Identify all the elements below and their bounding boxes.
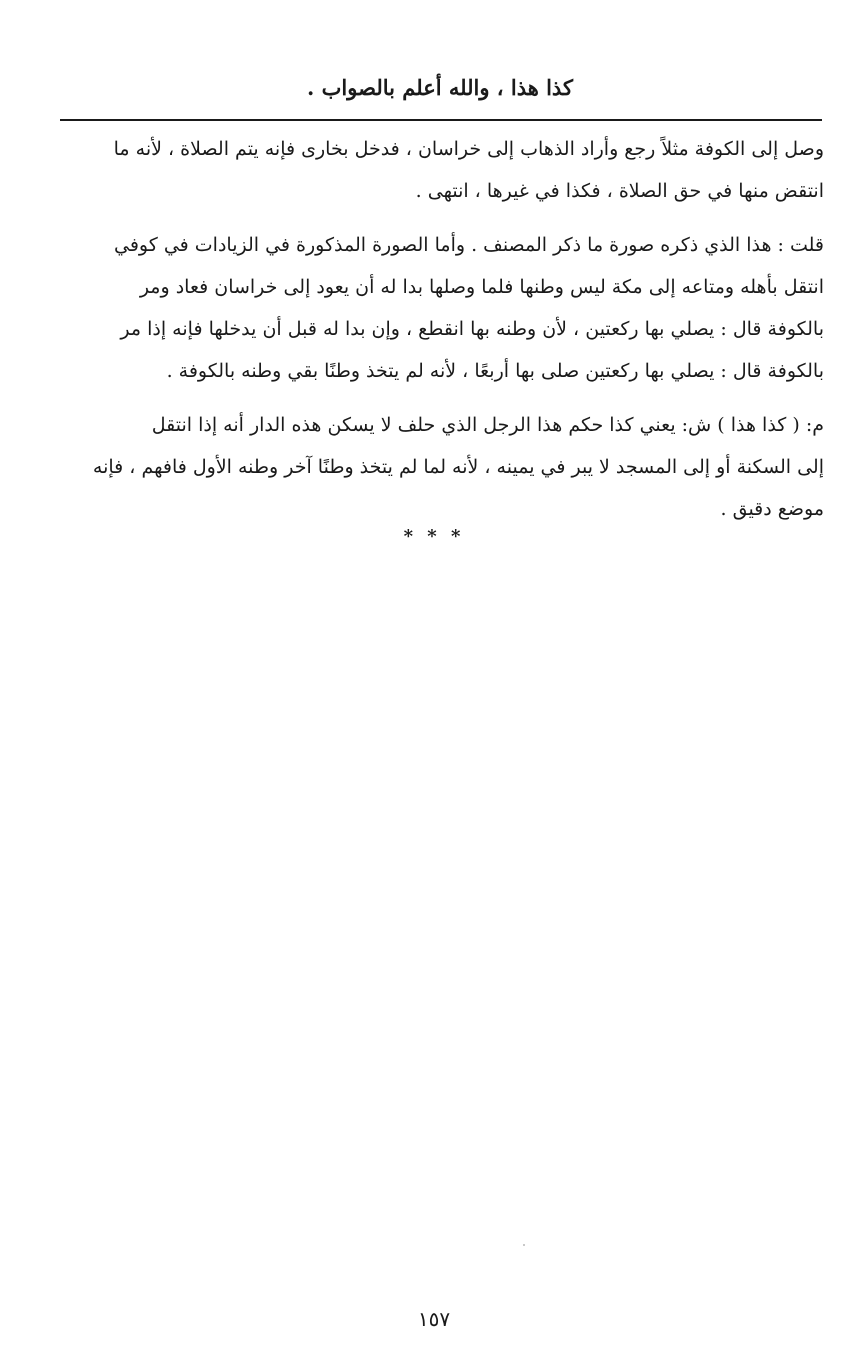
text-line: بالكوفة قال : يصلي بها ركعتين ، لأن وطنه بها انقطع ، وإن بدا له قبل أن يدخلها فإنه إذا مر bbox=[120, 318, 824, 340]
text-line: انتقض منها في حق الصلاة ، فكذا في غيرها ، انتهى . bbox=[415, 180, 824, 202]
text-line: م: ( كذا هذا ) ش: يعني كذا حكم هذا الرجل الذي حلف لا يسكن هذه الدار أنه إذا انتقل bbox=[151, 414, 824, 436]
body-text bbox=[56, 128, 824, 542]
paragraph-1 bbox=[56, 128, 824, 212]
paragraph-3 bbox=[56, 404, 824, 530]
header-rule bbox=[60, 119, 822, 121]
paragraph-2 bbox=[56, 224, 824, 392]
text-line: انتقل بأهله ومتاعه إلى مكة ليس وطنها فلما وصلها بدا له أن يعود إلى خراسان فعاد ومر bbox=[139, 276, 824, 298]
text-line: وصل إلى الكوفة مثلاً رجع وأراد الذهاب إلى خراسان ، فدخل بخارى فإنه يتم الصلاة ، لأنه ما bbox=[113, 138, 824, 160]
text-line: إلى السكنة أو إلى المسجد لا يبر في يمينه ، لأنه لما لم يتخذ وطنًا آخر وطنه الأول فافهم ، فإنه bbox=[92, 456, 824, 478]
text-line: بالكوفة قال : يصلي بها ركعتين صلى بها أربعًا ، لأنه لم يتخذ وطنًا بقي وطنه بالكوفة . bbox=[166, 360, 824, 382]
running-header: كذا هذا ، والله أعلم بالصواب . bbox=[307, 75, 573, 100]
page-number: ١٥٧ bbox=[417, 1307, 451, 1331]
text-line: موضع دقيق . bbox=[720, 498, 824, 520]
text-line: قلت : هذا الذي ذكره صورة ما ذكر المصنف . وأما الصورة المذكورة في الزيادات في كوفي bbox=[114, 234, 824, 256]
scan-speck bbox=[523, 1244, 525, 1246]
section-separator: * * * bbox=[403, 526, 465, 547]
